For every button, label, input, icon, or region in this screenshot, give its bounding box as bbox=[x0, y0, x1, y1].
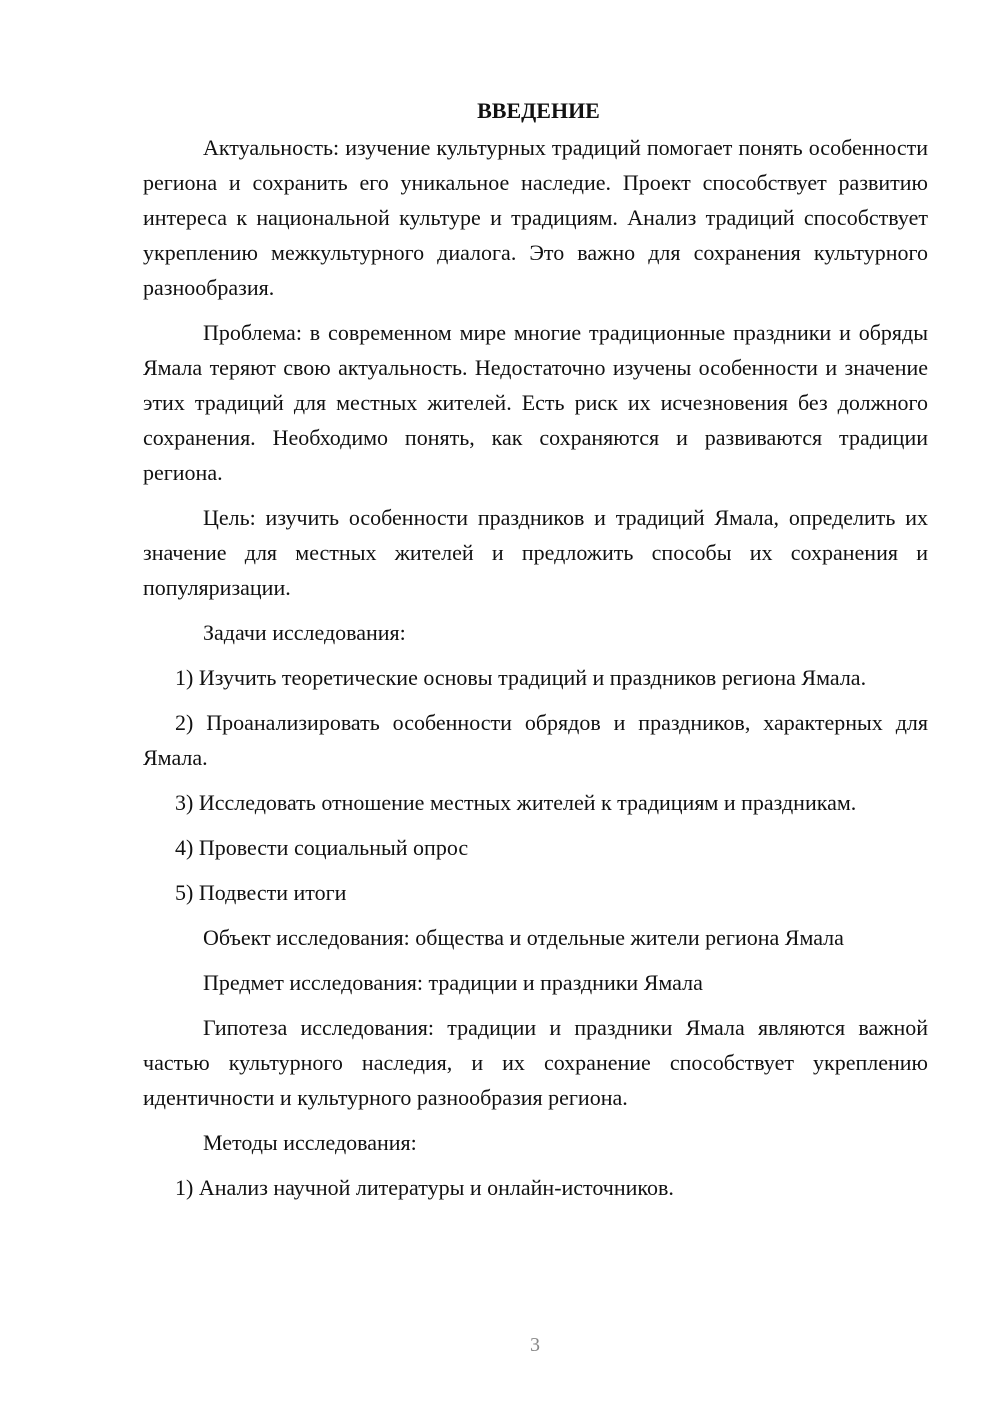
goal-paragraph: Цель: изучить особенности праздников и традиций Ямала, определить их значение для местных жителей и предложить способы их сохранения и популяризации. bbox=[143, 505, 928, 600]
relevance-paragraph: Актуальность: изучение культурных традиций помогает понять особенности региона и сохранить его уникальное наследие. Проект способствует развитию интереса к национальной культуре и традициям. Анализ традиций способствует укреплению межкультурного диалога. Это важно для сохранения культурного разнообразия. bbox=[143, 135, 928, 300]
object-paragraph: Объект исследования: общества и отдельные жители региона Ямала bbox=[203, 925, 844, 950]
method-item: 1) Анализ научной литературы и онлайн-источников. bbox=[175, 1175, 674, 1200]
hypothesis-paragraph: Гипотеза исследования: традиции и праздники Ямала являются важной частью культурного наследия, и их сохранение способствует укреплению идентичности и культурного разнообразия региона. bbox=[143, 1015, 928, 1110]
methods-title: Методы исследования: bbox=[203, 1130, 417, 1155]
task-item: 4) Провести социальный опрос bbox=[175, 835, 469, 860]
tasks-title: Задачи исследования: bbox=[203, 620, 406, 645]
problem-paragraph: Проблема: в современном мире многие традиционные праздники и обряды Ямала теряют свою актуальность. Недостаточно изучены особенности и значение этих традиций для местных жителей. Есть риск их исчезновения без должного сохранения. Необходимо понять, как сохраняются и развиваются традиции региона. bbox=[143, 320, 928, 485]
task-item: 1) Изучить теоретические основы традиций и праздников региона Ямала. bbox=[175, 665, 867, 690]
task-item: 3) Исследовать отношение местных жителей к традициям и праздникам. bbox=[175, 790, 857, 815]
page-number: 3 bbox=[530, 1334, 540, 1356]
section-heading: ВВЕДЕНИЕ bbox=[477, 98, 600, 123]
task-item: 2) Проанализировать особенности обрядов и праздников, характерных для Ямала. bbox=[143, 710, 928, 770]
page-content bbox=[143, 93, 928, 1215]
task-item: 5) Подвести итоги bbox=[175, 880, 347, 905]
subject-paragraph: Предмет исследования: традиции и праздники Ямала bbox=[203, 970, 703, 995]
